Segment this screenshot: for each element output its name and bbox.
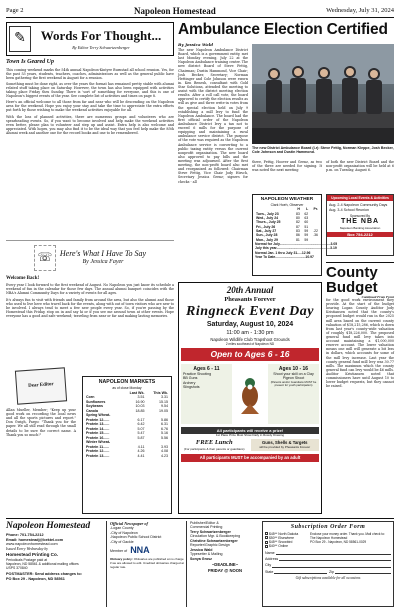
markets-cell: Protein 13...... <box>86 422 110 427</box>
photo-caption: The new District Ambulance Board (l-r): Steve Fettig, Norman Kleppe, Josh Becker, Cole Johnson and Dustin Hammond. <box>252 146 394 155</box>
markets-cell: 6.76 <box>161 426 168 431</box>
masthead-name: Napoleon Homestead <box>6 521 91 531</box>
weather-col-header: L <box>306 207 309 212</box>
weather-cell: .36 <box>313 233 318 238</box>
official-item: -Logan County <box>110 526 134 531</box>
markets-cell: 10.03 <box>135 404 145 409</box>
weather-cell: Sat., July 27 <box>256 229 277 234</box>
page-header <box>6 6 394 18</box>
staff-box <box>186 521 260 607</box>
county-continued: Continued From Front <box>361 295 394 299</box>
markets-cell: 3.31 <box>161 395 168 400</box>
pf-age-a-item: Slingshots <box>183 385 200 390</box>
subscription-note: Enclose your money order. Thank you. Mail check to: The Napoleon Homestead <box>310 531 385 540</box>
markets-cell: 9.54 <box>161 404 168 409</box>
ambulance-text-2: three, Fettig, Hoover and Grenz, as two of the three are needed for signing. It was noted the next meeting <box>252 160 322 173</box>
ambulance-text-1: The new Napoleon Ambulance District Board, which is a government entity, met last Monday evening, July 22 at the Napoleon Ambulance training center. The new district Board of Steve Fettig, Chairman; Dustin Hammond, Vice Chair; Josh Becker, Secretary; Norman Hettinger and Cole Johnson were sworn in. Ken Benesh, consultant with Gold Star Solutions, attended the meeting to assist with the district meeting election results. After a roll call vote, the board approved to certify the election results as will as give and three write-in votes from the special election held on July 9 establishing a mill levy to fund the Napoleon Ambulance. The board had the first official order of the Napoleon Ambulance District levy a tax not to exceed 6 mills for the purpose of equipping and maintaining a rural ambulance service district. The purpose of the vote was required as the Napoleon Ambulance service is converting to a public taxing entity versus the current nonprofit organization. The new board also approved to pay bills and the meeting was adjourned. After the first meeting, the non-profit board also met and reorganized as followed: Chairman Steve Fettig, Vice Chair Jody Hirsch, Secretary Jessica Grenz; signers for checks - all <box>178 48 248 184</box>
subscription-title: Subscription Order Form <box>290 524 366 530</box>
markets-cell: Protein 14...... <box>86 426 110 431</box>
welcome-para-2: It's always fun to visit with friends and family from around the area, but also the alumni and those who used to live here who travel back for the events, along with out of town visitors who are new to be involved. I always tend to meet a few new people every year. So, if you're passing by the Homestead this Friday, stop on in and say hi or if you see me around town at other events. Hope everyone has a good and safe weekend; traveling from near or far and making lasting memories. <box>6 297 174 319</box>
markets-cell: Protein 15...... <box>86 431 110 436</box>
field-label: Address <box>265 556 279 561</box>
markets-cell: Spring Wheat- <box>86 413 111 418</box>
county-title: County Budget <box>326 262 394 295</box>
markets-cell: 15.15 <box>159 399 168 404</box>
weather-cell: 60 <box>304 220 309 225</box>
weather-cell: Mon., July 29 <box>256 237 278 242</box>
weather-cell: 59 <box>304 233 309 238</box>
markets-cell: 16.90 <box>135 399 145 404</box>
welcome-para-1: Every year I look forward to the first weekend of August. No Napoleon you just know its schedule a weekend of fun in the calendar for those few days. The annual alumni banquet coincides with the NBA's Alumni Community Days for a variety of events for all ages. <box>6 283 174 296</box>
masthead-issued: Issued Every Wednesday by <box>6 547 48 552</box>
issue-date: Wednesday, July 31, 2024 <box>326 7 394 15</box>
words-para-4: With the loss of planned activities, there are numerous groups and volunteers who are spearheading events. So, if you want to become involved and help make the weekend activities even better, please plan to volunteer and step up and assist. Extra help is also welcome and appreciated. With hopes, you may also find it to be the ideal way that you feel help make the 85th Alumni week and another one for the record books and one to be remembered. <box>6 114 174 136</box>
pf-location: Napoleon Wildlife Club Trapshoot Grounds <box>210 336 290 342</box>
sponsored-by: Sponsored By <box>349 214 371 219</box>
markets-cell: 5.87 <box>137 435 145 440</box>
staff-role-1b: Commercial Printing <box>190 525 223 530</box>
weather-cell: 82 <box>295 220 300 225</box>
weather-cell: 51 <box>304 224 309 229</box>
dear-editor-banner <box>6 364 76 408</box>
pf-guns: Guns, Shells & Targets <box>261 440 308 446</box>
markets-cell: 5.07 <box>137 426 145 431</box>
weather-cell: .22 <box>313 229 318 234</box>
official-title: Official Newspaper of <box>110 521 148 526</box>
weather-cell: 81 <box>295 237 300 242</box>
bank-logo: THE NBA <box>340 218 380 226</box>
markets-cell: 5.56 <box>161 435 168 440</box>
staff-name-2: Christine Schwartzenberger <box>190 538 238 543</box>
weather-cell: 83 <box>295 211 300 216</box>
masthead-phone: Phone: 701-754-2212 <box>6 532 44 537</box>
weather-normal: Normal for July......................................................3.05 <box>255 242 338 247</box>
rate-label: $40** Online <box>269 544 289 549</box>
weather-col-header: Pr. <box>313 207 318 212</box>
upcoming-events-box <box>326 194 394 256</box>
weather-cell: Tues., July 23 <box>256 211 279 216</box>
staff-role-3: Reporter/Graphic Design <box>190 543 230 548</box>
weather-cell: 62 <box>304 211 309 216</box>
words-byline: By Editor Terry Schwartzenberger <box>72 44 130 50</box>
markets-cell: 6.17 <box>137 417 145 422</box>
weather-box <box>252 194 338 276</box>
pf-pheasant-icon <box>235 364 265 424</box>
pf-time: 11:00 am - 1:30 pm <box>226 329 274 336</box>
ambulance-col-3 <box>326 160 394 190</box>
upcoming-title: Upcoming Local Events & Activities <box>327 195 393 201</box>
markets-cell: 3.51 <box>137 395 145 400</box>
words-title: Words For Thought... <box>40 28 162 44</box>
here-banner <box>6 240 174 274</box>
field-label: Name <box>265 550 275 555</box>
markets-cell: 4.41 <box>137 453 145 458</box>
subscription-zip-field[interactable] <box>335 571 391 574</box>
pf-ages-a-title: Ages 6 - 11 <box>193 365 220 372</box>
ambulance-text-3: of both the new District Board and the non-profit organization will be held at 6 p.m. on Tuesday, August 6. <box>326 160 394 173</box>
bank-phone: Box 754-2212 <box>327 232 393 237</box>
masthead-publisher: Homestead Printing Co. <box>6 551 59 557</box>
words-para-1: This coming weekend marks the 54th annual Napoleon-Kintyre Burnstad all school reunion. Yes, for the past 53 years, students, teachers, coaches, administrators as well as the general public have been gathering the first weekend in August for a reunion. <box>6 67 174 80</box>
subscription-city-field[interactable] <box>272 565 391 568</box>
markets-col-header: Last Wk. <box>129 390 145 395</box>
markets-cell: 4.23 <box>161 453 168 458</box>
rates-list <box>265 532 307 549</box>
here-byline: By Jessica Fayer <box>82 258 124 265</box>
field-label: Zip <box>329 569 334 574</box>
words-heading: Town Is Geared Up <box>6 59 54 65</box>
field-label: State <box>265 569 274 574</box>
pf-free-lunch: FREE Lunch <box>195 439 233 447</box>
subscription-address-field[interactable] <box>279 558 391 561</box>
weather-cell: Thurs., July 25 <box>256 220 281 225</box>
bottom-strip <box>6 518 394 608</box>
weather-normal-jan: Normal Jan. 1 thru July 31.....12.96 <box>255 250 311 255</box>
county-text: for the good work environment they provide. At the start of the budget hearing Logan County Auditor Jody Kristiansen noted that the county's proposed budget would run in the 2025 mill area based on the current county valuation of $18,215,286, which is down from last year's county-wide valuation of roughly $18,226,000. The proposed general fund mill levy takes into account maintaining a $1,000,000 reserve account. The lower valuation means one mill will generate a bit less in dollars, which accounts for some of the mill levy increase. Last year the county general fund mill levy was 30.77 mills. The maximum which the county general fund can levy would be 46 mills. Auditor Kristiansen noted that commissioners have until August 10 to lower budget requests, but they cannot be raised. <box>326 298 394 389</box>
weather-cell: 59 <box>304 237 309 242</box>
pheasants-ad <box>178 282 322 514</box>
markets-cell: 6.42 <box>137 422 145 427</box>
pf-prize-2: 1st Place Prize Must Show Daily in Rowdy Drawing <box>215 432 285 437</box>
county-budget-col <box>326 298 394 514</box>
here-column <box>6 240 174 360</box>
member-of: Member of <box>110 548 128 553</box>
staff-role-2: Circulation Mgr. & Bookkeeping <box>190 534 241 539</box>
phone-icon: ☏ <box>34 245 56 271</box>
welcome-heading: Welcome Back! <box>6 276 40 281</box>
ambulance-col-2 <box>252 160 322 190</box>
markets-cell: Sunflowers <box>86 399 106 404</box>
markets-table <box>85 391 169 458</box>
masthead-periodical: Periodicals Postage paid at <box>6 557 48 562</box>
markets-col-header: This Wk. <box>153 390 168 395</box>
pf-location-sub: 2 miles southeast of Napoleon ND <box>225 342 275 347</box>
markets-cell: Protein 13...... <box>86 453 110 458</box>
rate-option[interactable] <box>265 544 307 548</box>
pf-age-a-item: BB Guns <box>183 376 198 381</box>
markets-cell: 5.16 <box>161 431 168 436</box>
pf-age-a-item: Practice Shooting <box>183 371 212 376</box>
pen-icon: ✎ <box>9 26 31 52</box>
markets-cell: Corn <box>86 395 95 400</box>
weather-cell: 86 <box>295 233 300 238</box>
masthead-postmaster-2: PO Box 29 - Napoleon, ND 58561 <box>6 577 65 582</box>
weather-col-header: H <box>297 207 300 212</box>
deadline: ~DEADLINE~ <box>211 562 239 568</box>
bank-subname: Napoleon Banking Association <box>339 225 381 230</box>
markets-box <box>82 376 172 514</box>
paper-name: Napoleon Homestead <box>133 5 216 16</box>
ambulance-col-1 <box>178 42 248 212</box>
masthead-box <box>6 521 104 607</box>
staff-role-1: Publisher/Editor & <box>190 521 219 525</box>
weather-ytd: Year To Date................................10.97 <box>255 254 314 259</box>
subscription-form <box>262 521 394 607</box>
words-banner <box>6 22 174 56</box>
photo-people-graphic <box>252 44 394 144</box>
ambulance-headline: Ambulance Election Certified <box>178 21 388 38</box>
upcoming-event-item: Aug. 2-4 Napoleon Community Days <box>329 203 388 208</box>
markets-cell: 5.47 <box>137 431 145 436</box>
markets-cell: 4.26 <box>137 449 145 454</box>
pf-date: Saturday, August 10, 2024 <box>206 321 294 329</box>
gift-note: Gift subscriptions available for all occasions <box>295 576 361 581</box>
pf-ages-b-title: Ages 10 - 16 <box>278 365 309 372</box>
weather-title: NAPOLEON WEATHER <box>260 197 314 202</box>
markets-cell: 18.85 <box>135 408 145 413</box>
markets-cell: Winter Wheat- <box>86 440 111 445</box>
markets-subtitle: as of close Monday <box>112 385 142 390</box>
dear-editor-title: Dear Editor <box>28 381 54 389</box>
pf-bottom: All participants MUST be accompanied by an adult <box>181 454 319 461</box>
pf-prize: All participants will receive a prize! <box>181 427 319 434</box>
weather-cell: 80 <box>295 215 300 220</box>
pf-open-ages: Open to Ages 6 - 16 <box>181 348 319 361</box>
subscription-note-2: PO Box 29 - Napoleon, ND 58561-0029 <box>310 539 367 544</box>
weather-cell: 83 <box>295 229 300 234</box>
official-newspaper-box <box>106 521 184 607</box>
pf-age-b-item: Shoot your skill on a Clay Pigeon Shoot <box>273 371 314 381</box>
markets-title: NAPOLEON MARKETS <box>98 379 156 385</box>
words-para-2: Something must be done right, as over the years the format has remained pretty stable with alumni related stuff taking place on Saturday. However, the town has also been equipped with activities taking place Friday thru Sunday. There is 'sort of' something for everyone, and this is one of Napoleon's biggest events of the year. See complete list of activities and times on page 8. <box>6 81 174 99</box>
markets-cell: Protein 12...... <box>86 449 110 454</box>
masthead-postmaster: POSTMASTER: Send address changes to: <box>6 572 82 577</box>
ambulance-byline: By Jessica Wald <box>178 42 214 47</box>
here-title: Here's What I Have To Say <box>59 248 147 258</box>
pf-ages-6-11 <box>181 364 232 424</box>
weather-this-year: July this year.........................................................3.19 <box>255 246 337 251</box>
weather-table <box>255 207 319 242</box>
weather-cell: 63 <box>304 215 309 220</box>
subscription-state-field[interactable] <box>274 571 327 574</box>
obit-policy: Obituaries are published at no charge if we are allowed to edit. Unedited obituaries charged at regular rate. <box>110 557 184 569</box>
pf-title: Ringneck Event Day <box>186 304 314 320</box>
markets-cell: 6.31 <box>161 422 168 427</box>
weather-cell: 59 <box>304 229 309 234</box>
weather-cell: 87 <box>295 224 300 229</box>
pf-org: Pheasants Forever <box>224 296 276 304</box>
weather-observer: Clark Hoeh, Observer <box>270 202 304 207</box>
words-for-thought-column <box>6 22 174 252</box>
pf-guns-2: will be provided by Pheasants Forever <box>259 444 311 449</box>
upcoming-list <box>327 201 393 214</box>
pf-age-a-item: Archery <box>183 380 196 385</box>
envelope-icon <box>15 367 67 404</box>
staff-name-1: Terry Schwartzenberger <box>190 529 231 534</box>
subscription-name-field[interactable] <box>276 552 391 555</box>
masthead-usps: USPS 370840 <box>6 566 28 571</box>
markets-row <box>85 454 169 458</box>
markets-cell: 3.93 <box>161 444 168 449</box>
weather-cell: Wed., July 24 <box>256 215 279 220</box>
rate-checkbox[interactable] <box>265 545 268 548</box>
markets-cell: Protein 11...... <box>86 444 110 449</box>
page-number: Page 2 <box>6 7 24 15</box>
masthead-email: Email: homesteadj@bektel.com <box>6 537 64 542</box>
pf-ages-b-note: (Parents and/or Guardians MUST be present for youth participation) <box>270 379 317 388</box>
pf-anniversary: 20th Annual <box>226 285 274 295</box>
markets-cell: 5.86 <box>161 417 168 422</box>
rate-checkbox[interactable] <box>265 532 268 535</box>
markets-cell: Canola <box>86 408 98 413</box>
nna-logo: NNA <box>130 545 150 556</box>
staff-role-4: Typesetter & Mailing <box>190 552 223 557</box>
official-item: -City of Gackle <box>110 539 134 544</box>
pheasant-icon <box>235 374 265 414</box>
ambulance-board-photo <box>252 44 394 144</box>
markets-cell: Soybeans <box>86 404 103 409</box>
deadline-time: FRIDAY @ NOON <box>207 567 243 573</box>
masthead-web: www.napoleonhomestead.com <box>6 542 58 547</box>
dear-editor-body: Allan Mueller, Member; "Keep up your good work on recording the local news and all the sports pictures and report." Don Gwigh, Fargo: "Thank you for the paper. We all still read through the small details to be sure the correct name. A Thank you so much!" <box>6 408 76 437</box>
markets-cell: 4.08 <box>161 449 168 454</box>
markets-cell: 4.11 <box>137 444 145 449</box>
obit-title: Obituary policy: <box>110 557 133 562</box>
rate-label: $45** North Dakota <box>269 531 299 536</box>
staff-name-3: Jessica Wald <box>190 547 213 552</box>
rate-label: $50** Elsewhere <box>269 535 295 540</box>
official-item: -Napoleon Public School District <box>110 535 162 540</box>
ambulance-article <box>178 20 394 39</box>
county-budget-head <box>326 262 394 299</box>
masthead-periodical-2: Napoleon, ND 58561 & additional mailing offices <box>6 561 79 566</box>
rate-label: $45** Snowbird <box>269 540 293 544</box>
pf-free-lunch-sub: (For participants & their parents or guardians) <box>183 446 245 451</box>
rate-checkbox[interactable] <box>265 536 268 539</box>
markets-cell: 19.05 <box>159 408 168 413</box>
weather-cell: Sun., July 28 <box>256 233 278 238</box>
weather-cell: Fri., July 26 <box>256 224 276 229</box>
upcoming-event-item: Aug. 3-4 School Reunion <box>329 207 369 212</box>
dear-editor <box>6 364 76 514</box>
markets-cell: Protein 16...... <box>86 435 110 440</box>
pf-ages-10-16 <box>268 364 319 424</box>
markets-cell: Protein 12...... <box>86 417 110 422</box>
rate-checkbox[interactable] <box>265 541 268 544</box>
words-para-3: Here's an official welcome to all those from far and near who will be descending on the Napoleon area for the weekend. Hope you enjoy your stay and take the time to appreciate the extra efforts put forth by those wishing to make the weekend activities enjoyable for all. <box>6 100 174 113</box>
official-item: -City of Napoleon <box>110 530 138 535</box>
staff-name-4: Sonya Grosz <box>190 556 212 561</box>
field-label: City <box>265 563 272 568</box>
